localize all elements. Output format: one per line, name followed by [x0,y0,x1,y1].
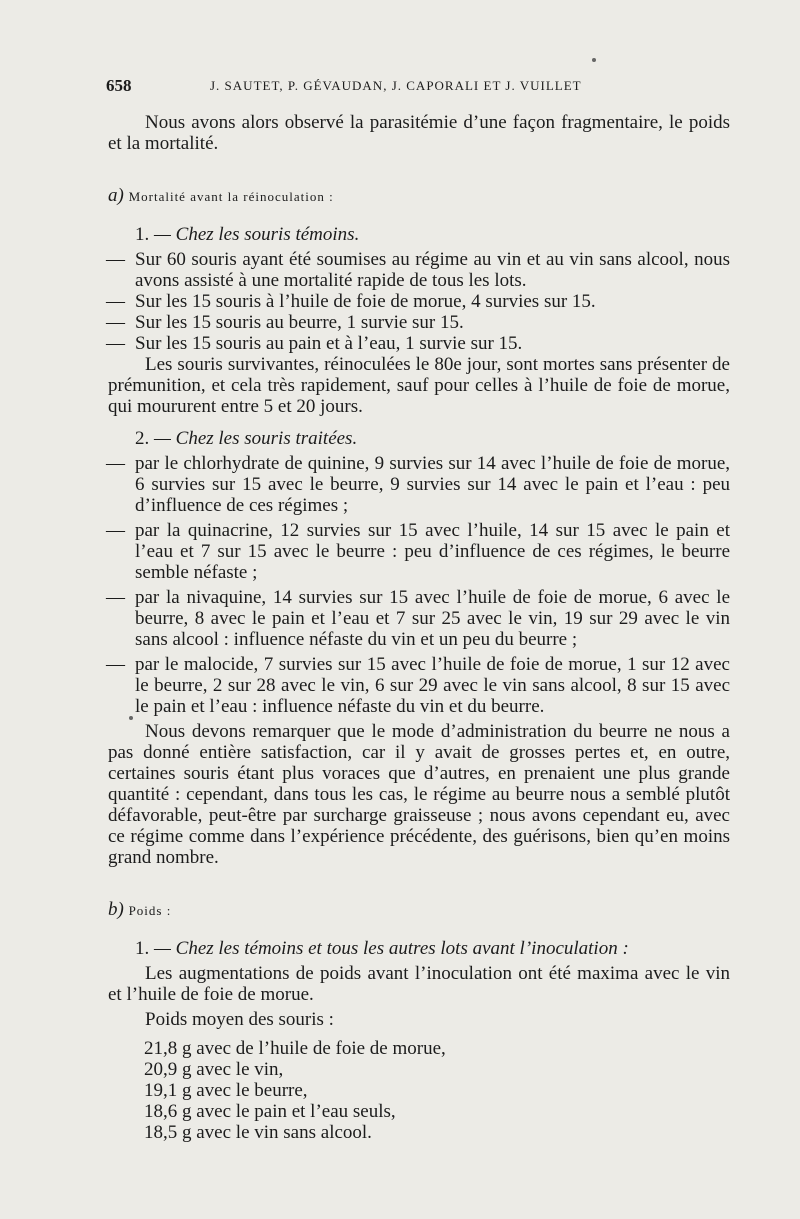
weight-line: 19,1 g avec le beurre, [144,1080,308,1101]
list-item: — par la quinacrine, 12 survies sur 15 avec l’huile, 14 sur 15 avec le pain et l’eau et 7 sur 15 avec le beurre : peu d’influence de ces régimes, le beurre semble néfaste ; [108,520,730,583]
subsection-a2-heading [135,428,730,449]
body-text [108,112,730,1143]
page-header [106,76,746,98]
print-speck [592,58,596,62]
running-head: J. SAUTET, P. GÉVAUDAN, J. CAPORALI ET J. VUILLET [210,78,582,93]
subsection-b1-heading [135,938,730,959]
subsection-a2-number: 2. [135,428,150,449]
paragraph-butter: Nous devons remarquer que le mode d’administration du beurre ne nous a pas donné entière satisfaction, car il y avait de grosses pertes et, en outre, certaines souris étant plus voraces que d’autres, en prenaient une plus grande quantité : cependant, dans tous les cas, le régime au beurre nous a semblé plutôt défavorable, peut-être par surcharge graisseuse ; nous avons cependant eu, avec ce régime comme dans l’expérience précédente, des guérisons, bien qu’en moins grand nombre. [108,721,730,868]
page-number: 658 [106,76,132,95]
subsection-a2-title: — Chez les souris traitées. [154,428,358,449]
weights-list [144,1038,730,1143]
list-item: — par le malocide, 7 survies sur 15 avec l’huile de foie de morue, 1 sur 12 avec le beurre, 2 sur 28 avec le vin, 6 sur 29 avec le vin sans alcool, 8 sur 15 avec le pain et l’eau : influence néfaste du vin et du beurre. [108,654,730,717]
section-b-title: Poids : [128,903,172,918]
paragraph-survivors: Les souris survivantes, réinoculées le 80e jour, sont mortes sans présenter de prémunition, et cela très rapidement, sauf pour celles à l’huile de foie de morue, qui moururent entre 5 et 20 jours. [108,354,730,417]
weights-label: Poids moyen des souris : [145,1009,334,1030]
list-item: — par la nivaquine, 14 survies sur 15 avec l’huile de foie de morue, 6 avec le beurre, 8 avec le pain et l’eau et 7 sur 25 avec le vin, 19 sur 29 avec le vin sans alcool : influence néfaste du vin et un peu du beurre ; [108,587,730,650]
section-b-letter: b) [108,899,124,920]
subsection-b1-title: — Chez les témoins et tous les autres lots avant l’inoculation : [154,938,629,959]
list-item: — par le chlorhydrate de quinine, 9 survies sur 14 avec l’huile de foie de morue, 6 survies sur 15 avec le beurre, 9 survies sur 14 avec le pain et l’eau : peu d’influence de ces régimes ; [108,453,730,516]
section-a-heading [108,185,730,207]
list-item: — Sur les 15 souris au pain et à l’eau, 1 survie sur 15. [108,333,730,354]
subsection-a1-title: — Chez les souris témoins. [154,224,360,245]
print-speck [129,716,133,720]
weight-line: 20,9 g avec le vin, [144,1059,284,1080]
weight-line: 18,6 g avec le pain et l’eau seuls, [144,1101,396,1122]
section-a-letter: a) [108,185,124,206]
section-a-title: Mortalité avant la réinoculation : [128,189,334,204]
list-item: — Sur 60 souris ayant été soumises au régime au vin et au vin sans alcool, nous avons assisté à une mortalité rapide de tous les lots. [108,249,730,291]
subsection-a1-heading [135,224,730,245]
paragraph-weights: Les augmentations de poids avant l’inoculation ont été maxima avec le vin et l’huile de foie de morue. [108,963,730,1005]
list-item: — Sur les 15 souris à l’huile de foie de morue, 4 survies sur 15. [108,291,730,312]
list-item: — Sur les 15 souris au beurre, 1 survie sur 15. [108,312,730,333]
section-b-heading [108,899,730,921]
weight-line: 18,5 g avec le vin sans alcool. [144,1122,372,1143]
weight-line: 21,8 g avec de l’huile de foie de morue, [144,1038,446,1059]
subsection-a1-number: 1. [135,224,150,245]
subsection-b1-number: 1. [135,938,150,959]
intro-paragraph: Nous avons alors observé la parasitémie d’une façon fragmentaire, le poids et la mortalité. [108,112,730,154]
